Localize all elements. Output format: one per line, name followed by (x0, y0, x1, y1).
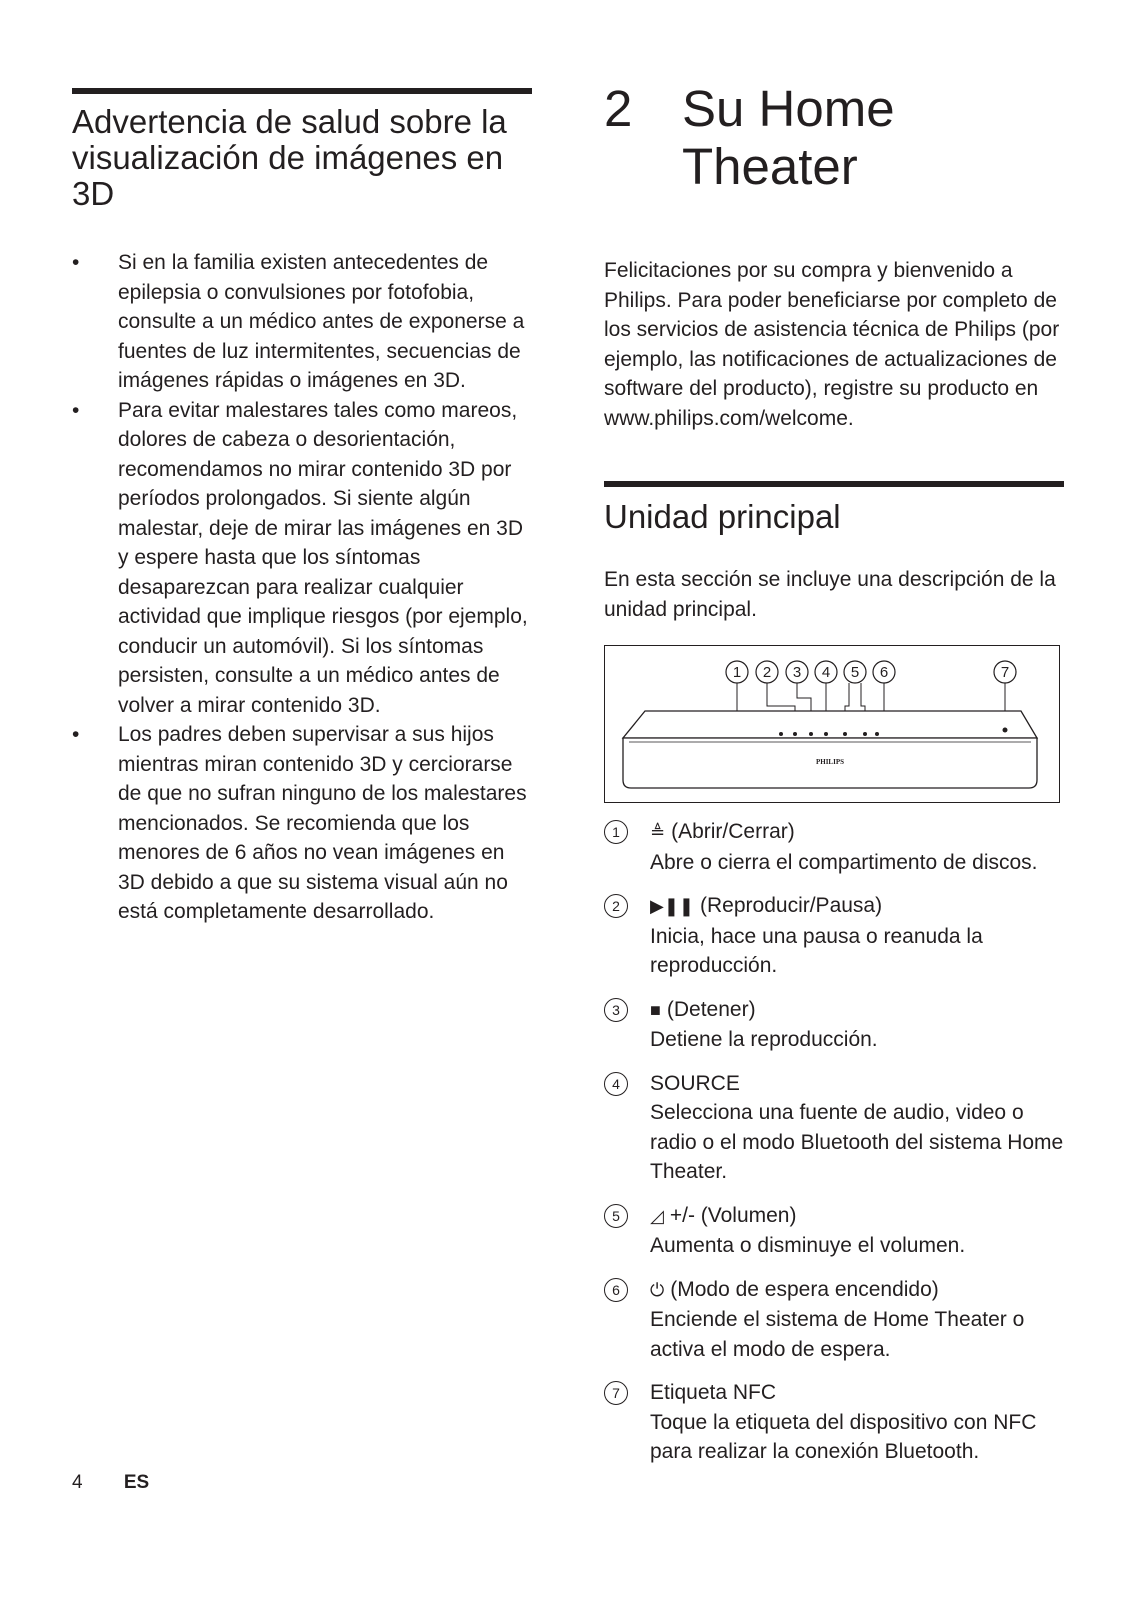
item-description: Abre o cierra el compartimento de discos. (650, 850, 1038, 874)
button-dot (875, 732, 879, 736)
button-dot (824, 732, 828, 736)
item-description: Inicia, hace una pausa o reanuda la reproducción. (650, 924, 983, 977)
list-item (604, 1069, 1064, 1187)
item-number-circle: 5 (604, 1204, 628, 1228)
callout-number: 4 (821, 664, 831, 681)
unit-items-list (604, 817, 1064, 1467)
bullet-glyph: • (72, 723, 80, 746)
list-item (604, 817, 1064, 877)
play-pause-icon: ▶❚❚ (650, 896, 695, 916)
item-number-circle: 3 (604, 998, 628, 1022)
button-dot (843, 732, 847, 736)
item-description: Selecciona una fuente de audio, video o radio o el modo Bluetooth del sistema Home Theater. (650, 1101, 1064, 1183)
item-label-text: +/- (Volumen) (669, 1203, 797, 1227)
main-unit-illustration (605, 646, 1061, 804)
list-item (72, 720, 532, 927)
chapter-title-line: Theater (682, 138, 858, 195)
chapter-number: 2 (604, 80, 633, 137)
health-warning-section (72, 88, 532, 927)
item-label-text: SOURCE (650, 1071, 740, 1095)
item-number-circle: 6 (604, 1278, 628, 1302)
callout-number: 2 (762, 664, 772, 681)
bullet-glyph: • (72, 251, 80, 274)
item-label (650, 1275, 1064, 1306)
item-label (650, 1378, 1064, 1408)
list-item (604, 1201, 1064, 1261)
chapter-section (604, 80, 1064, 1481)
section-description: En esta sección se incluye una descripción de la unidad principal. (604, 568, 1056, 621)
item-number-circle: 2 (604, 894, 628, 918)
stop-icon: ■ (650, 999, 661, 1020)
item-label-text: (Abrir/Cerrar) (671, 820, 795, 843)
item-description: Detiene la reproducción. (650, 1028, 878, 1051)
item-label (650, 995, 1064, 1026)
list-item (72, 396, 532, 721)
item-label-text: (Detener) (666, 997, 756, 1021)
list-item (604, 1275, 1064, 1365)
bullet-glyph: • (72, 398, 80, 422)
item-number-circle: 4 (604, 1072, 628, 1096)
item-label-text: Etiqueta NFC (650, 1381, 777, 1404)
item-label (650, 817, 1064, 848)
button-dot (779, 732, 783, 736)
list-item-text: Si en la familia existen antecedentes de epilepsia o convulsiones por fotofobia, consulte a un médico antes de exponerse a fuentes de luz intermitentes, secuencias de imágenes rápidas o imágenes en 3D. (118, 251, 525, 392)
item-label (650, 1201, 1064, 1232)
button-dot (809, 732, 813, 736)
callout-number: 1 (732, 664, 742, 681)
list-item (604, 1378, 1064, 1467)
button-dot (793, 732, 797, 736)
list-item (72, 248, 532, 396)
item-number-circle: 7 (604, 1381, 628, 1405)
main-unit-figure (604, 645, 1060, 803)
page-number: 4 (72, 1472, 83, 1493)
power-icon: ⏻ (650, 1279, 665, 1300)
section-title: Unidad principal (604, 498, 841, 535)
item-description: Toque la etiqueta del dispositivo con NFC para realizar la conexión Bluetooth. (650, 1410, 1037, 1463)
list-item (604, 995, 1064, 1055)
language-code: ES (123, 1472, 150, 1493)
item-description: Enciende el sistema de Home Theater o activa el modo de espera. (650, 1308, 1025, 1361)
chapter-heading (604, 80, 1064, 196)
callout-number: 7 (1000, 664, 1010, 681)
volume-icon: ◿ (650, 1205, 664, 1226)
item-label (650, 1069, 1064, 1099)
eject-icon: ≜ (650, 822, 666, 842)
item-label-text: (Modo de espera encendido) (670, 1277, 939, 1301)
chapter-title (682, 80, 895, 196)
list-item (604, 891, 1064, 981)
list-item-text: Para evitar malestares tales como mareos, dolores de cabeza o desorientación, recomendamos no mirar contenido 3D por períodos prolongados. Si siente algún malestar, deje de mirar las imágenes en 3D y espere hasta que los síntomas desaparezcan para realizar cualquier actividad que implique riesgos (por ejemplo, conducir un automóvil). Si los síntomas persisten, consulte a un médico antes de volver a mirar contenido 3D. (118, 398, 528, 717)
chapter-intro: Felicitaciones por su compra y bienvenido a Philips. Para poder beneficiarse por completo de los servicios de asistencia técnica de Philips (por ejemplo, las notificaciones de actualizaciones de software del producto), registre su producto en www.philips.com/welcome. (604, 259, 1060, 430)
callout-number: 5 (850, 664, 860, 681)
section-rule (604, 481, 1064, 487)
health-warning-list (72, 248, 532, 927)
chapter-title-line: Su Home (682, 80, 895, 137)
callout-number: 6 (879, 664, 889, 681)
item-label-text: (Reproducir/Pausa) (700, 894, 883, 917)
device-top (623, 711, 1037, 738)
section-rule (72, 88, 532, 94)
item-number-circle: 1 (604, 820, 628, 844)
page-footer (72, 1472, 149, 1494)
button-dot (863, 732, 867, 736)
callout-number: 3 (792, 664, 802, 681)
nfc-dot (1003, 728, 1008, 733)
item-description: Aumenta o disminuye el volumen. (650, 1234, 966, 1257)
brand-logo: PHILIPS (815, 758, 845, 766)
item-label (650, 891, 1064, 922)
health-warning-heading: Advertencia de salud sobre la visualización de imágenes en 3D (72, 103, 507, 212)
list-item-text: Los padres deben supervisar a sus hijos mientras miran contenido 3D y cerciorarse de que no sufran ninguno de los malestares mencionados. Se recomienda que los menores de 6 años no vean imágenes en 3D debido a que su sistema visual aún no está completamente desarrollado. (118, 723, 527, 923)
